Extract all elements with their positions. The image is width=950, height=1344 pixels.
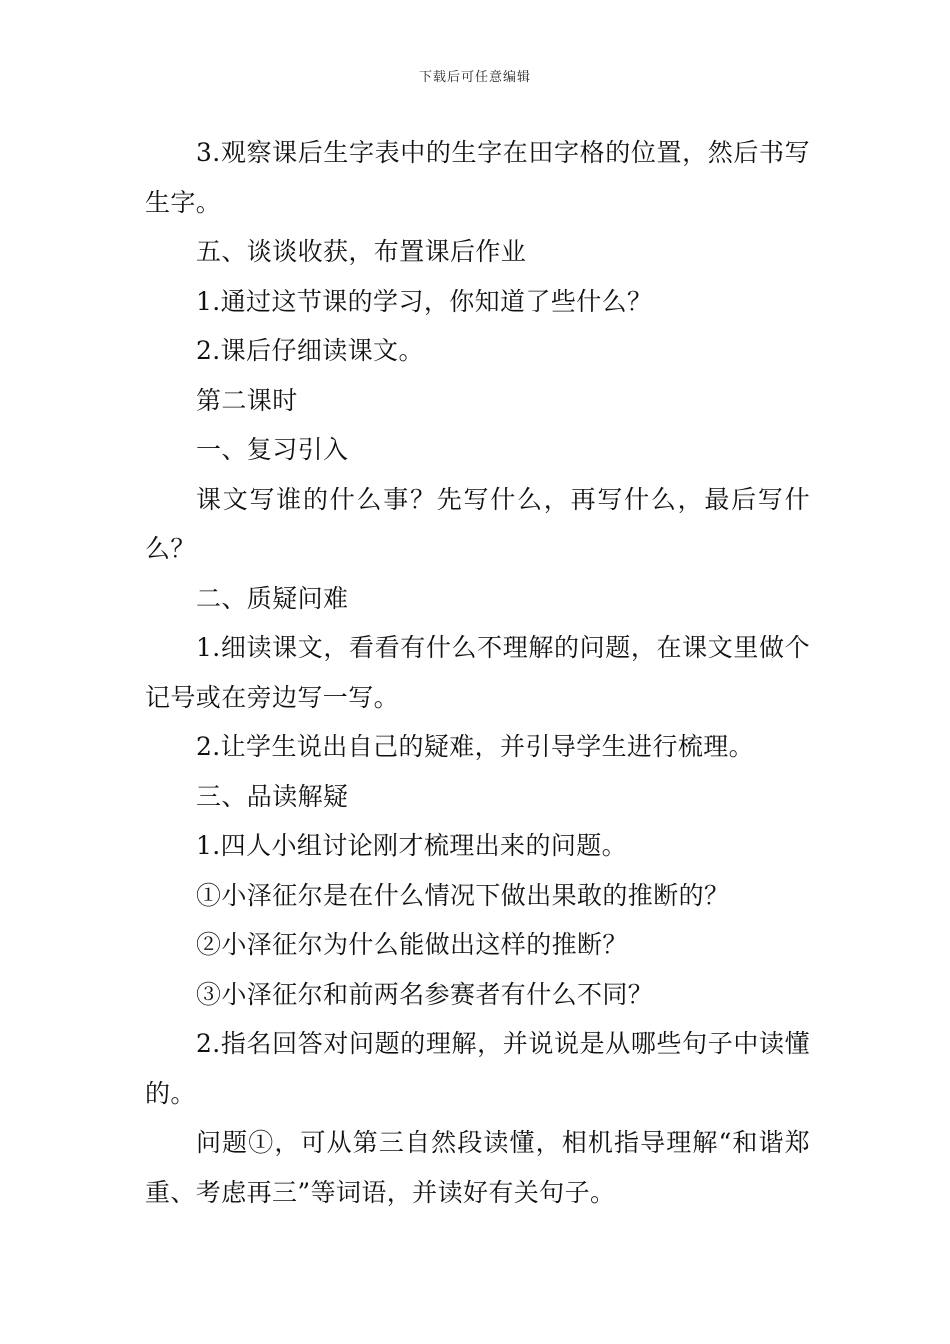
header-note: 下载后可任意编辑: [418, 70, 531, 85]
paragraph-12: 1.四人小组讨论刚才梳理出来的问题。: [196, 831, 628, 860]
lesson-heading: 第二课时: [196, 385, 298, 415]
paragraph-4: 2.课后仔细读课文。: [196, 336, 424, 365]
section-heading-3: 三、品读解疑: [196, 781, 349, 811]
paragraph-10: 2.让学生说出自己的疑难，并引导学生进行梳理。: [196, 732, 755, 761]
paragraph-16: 2.指名回答对问题的理解，并说说是从哪些句子中读懂的。: [145, 1029, 810, 1108]
paragraph-1: 3.观察课后生字表中的生字在田字格的位置，然后书写生字。: [145, 138, 810, 217]
paragraph-9: 1.细读课文，看看有什么不理解的问题，在课文里做个记号或在旁边写一写。: [145, 633, 810, 712]
section-heading-5: 五、谈谈收获，布置课后作业: [196, 237, 527, 266]
paragraph-17: 问题①，可从第三自然段读懂，相机指导理解“和谐郑重、考虑再三”等词语，并读好有关句子。: [145, 1128, 810, 1207]
question-3: ③小泽征尔和前两名参赛者有什么不同？: [196, 979, 654, 1009]
document-body: [145, 128, 810, 1217]
question-2: ②小泽征尔为什么能做出这样的推断？: [196, 930, 628, 959]
paragraph-3: 1.通过这节课的学习，你知道了些什么？: [196, 286, 653, 316]
paragraph-7: 课文写谁的什么事？先写什么，再写什么，最后写什么？: [145, 484, 810, 563]
section-heading-2: 二、质疑问难: [196, 583, 349, 613]
section-heading-1: 一、复习引入: [196, 435, 349, 464]
question-1: ①小泽征尔是在什么情况下做出果敢的推断的？: [196, 880, 730, 910]
